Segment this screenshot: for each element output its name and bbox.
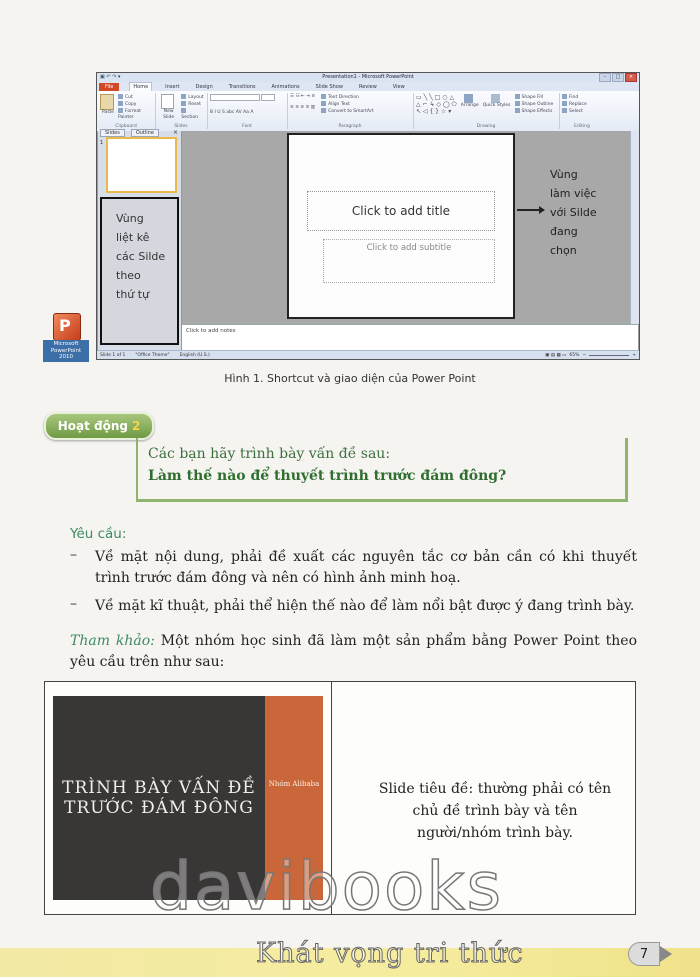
arrow-head-icon (539, 206, 545, 214)
question-intro: Các bạn hãy trình bày vấn đề sau: (148, 446, 391, 462)
text-direction-icon (321, 94, 326, 99)
font-format-buttons[interactable]: B I U S abc AV Aa A (210, 110, 254, 115)
slide-thumbnail[interactable] (106, 137, 177, 193)
sample-slide-title: TRÌNH BÀY VẤN ĐỀ TRƯỚC ĐÁM ĐÔNG (62, 778, 256, 818)
status-bar (97, 350, 639, 359)
bullet-dash: – (70, 596, 77, 612)
font-size-select[interactable] (261, 94, 275, 101)
slide-counter: Slide 1 of 1 (100, 352, 126, 358)
cut-button[interactable]: Cut (118, 94, 152, 101)
activity-number: 2 (131, 419, 141, 433)
slides-group (155, 93, 208, 129)
work-area-annotation: Vùng làm việc với Silde đang chọn (550, 168, 597, 257)
slides-pane (98, 131, 182, 351)
editing-group (559, 93, 605, 129)
tab-slide-show[interactable]: Slide Show (315, 83, 343, 90)
reset-button[interactable]: Reset (181, 101, 204, 108)
pane-tabs (100, 129, 159, 137)
brush-icon (118, 108, 123, 113)
ribbon-tabs (97, 82, 639, 91)
paragraph-label: Paragraph (338, 124, 362, 129)
reference-paragraph (70, 631, 637, 673)
clipboard-label: Clipboard (115, 124, 137, 129)
watermark-logo: davibooks (150, 848, 503, 925)
requirement-technical: Về mặt kĩ thuật, phải thể hiện thế nào để làm nổi bật được ý đang trình bày. (95, 598, 635, 614)
minimize-icon[interactable]: – (599, 73, 611, 82)
zoom-in-icon[interactable]: + (632, 352, 636, 358)
align-text-button[interactable]: Align Text (321, 101, 373, 108)
cursor-icon (562, 108, 567, 113)
thumbnail-number: 1 (100, 140, 104, 146)
text-direction-button[interactable]: Text Direction (321, 94, 373, 101)
smartart-icon (321, 108, 326, 113)
page-arrow-icon (660, 946, 672, 962)
title-placeholder[interactable]: Click to add title (307, 191, 495, 231)
tab-file[interactable]: File (99, 83, 119, 91)
annotation-arrow (517, 209, 541, 211)
shapes-gallery[interactable]: ▭ ╲ ╲ □ ○ △ △ ⌐ ↳ ◇ ◯ ⬠ ↖ ◁ { } ☆ ▾ (416, 94, 457, 115)
arrange-button[interactable]: Arrange (460, 103, 479, 108)
replace-button[interactable]: Replace (562, 101, 602, 108)
close-pane-icon[interactable]: × (172, 129, 178, 136)
arrange-icon (464, 94, 473, 103)
layout-icon (181, 94, 186, 99)
activity-badge (44, 412, 154, 440)
sample-slide-description: Slide tiêu đề: thường phải có tên chủ đề trình bày và tên người/nhóm trình bày. (378, 781, 612, 841)
tab-outline-pane[interactable]: Outline (131, 129, 159, 137)
theme-name: "Office Theme" (135, 352, 170, 358)
section-icon (181, 108, 186, 113)
close-icon[interactable]: × (625, 73, 637, 82)
find-button[interactable]: Find (562, 94, 602, 101)
powerpoint-icon: P (53, 313, 81, 341)
quick-styles-icon (491, 94, 500, 103)
quick-styles-button[interactable]: Quick Styles (482, 103, 511, 108)
section-button[interactable]: Section (181, 108, 204, 121)
slides-label: Slides (174, 124, 188, 129)
replace-icon (562, 101, 567, 106)
view-buttons[interactable]: ▣ ▤ ▦ ▭ (545, 352, 567, 358)
reset-icon (181, 101, 186, 106)
tab-design[interactable]: Design (195, 83, 213, 90)
drawing-label: Drawing (476, 124, 496, 129)
ribbon (97, 91, 639, 132)
requirements-title: Yêu cầu: (70, 526, 127, 542)
powerpoint-window (96, 72, 640, 360)
tab-slides-pane[interactable]: Slides (100, 129, 125, 137)
question-topic: Làm thế nào để thuyết trình trước đám đông? (148, 468, 507, 484)
window-controls (599, 73, 637, 81)
watermark-tagline: Khát vọng tri thức (256, 938, 524, 969)
tab-view[interactable]: View (392, 83, 405, 90)
language-indicator[interactable]: English (U.S.) (179, 352, 210, 358)
scissors-icon (118, 94, 123, 99)
tab-animations[interactable]: Animations (271, 83, 300, 90)
outline-icon (515, 101, 520, 106)
figure-caption: Hình 1. Shortcut và giao diện của Power Point (224, 372, 476, 385)
sample-slide-group-name: Nhóm Alibaba (268, 780, 320, 788)
new-slide-icon[interactable] (161, 94, 174, 109)
shape-effects-button[interactable]: Shape Effects (515, 108, 554, 115)
smartart-button[interactable]: Convert to SmartArt (321, 108, 373, 115)
slide-list-annotation-box (100, 197, 179, 345)
notes-pane[interactable]: Click to add notes (182, 324, 638, 350)
bullets-button[interactable]: ☰ ☷ ⇤ ⇥ ≡ (290, 94, 316, 99)
align-text-icon (321, 101, 326, 106)
select-button[interactable]: Select (562, 108, 602, 115)
font-name-select[interactable] (210, 94, 260, 101)
align-buttons[interactable]: ≡ ≡ ≡ ≡ ▥ (290, 105, 316, 110)
zoom-control (545, 353, 636, 358)
powerpoint-shortcut[interactable] (43, 313, 89, 365)
tab-insert[interactable]: Insert (165, 83, 180, 90)
tab-home[interactable]: Home (129, 82, 152, 91)
copy-button[interactable]: Copy (118, 101, 152, 108)
reference-lead: Tham khảo: (70, 633, 155, 649)
shape-fill-button[interactable]: Shape Fill (515, 94, 554, 101)
reference-text: Một nhóm học sinh đã làm một sản phẩm bằng Power Point theo yêu cầu trên như sau: (70, 633, 638, 670)
tab-review[interactable]: Review (358, 83, 377, 90)
maximize-icon[interactable]: □ (612, 73, 624, 82)
activity-label: Hoạt động (57, 419, 128, 433)
fill-icon (515, 94, 520, 99)
slide-list-annotation: Vùng liệt kê các Silde theo thứ tự (116, 212, 166, 301)
font-label: Font (242, 124, 252, 129)
format-painter-button[interactable]: Format Painter (118, 109, 141, 120)
paste-button[interactable]: Paste (101, 110, 115, 115)
requirement-content: Về mặt nội dung, phải đề xuất các nguyên tắc cơ bản cần có khi thuyết trình trước đám đông và nên có hình ảnh minh hoạ. (95, 549, 637, 586)
new-slide-button[interactable]: New Slide (163, 109, 175, 120)
clipboard-group (97, 93, 156, 129)
editing-label: Editing (574, 124, 590, 129)
font-group (207, 93, 288, 129)
zoom-level[interactable]: 65% (569, 352, 580, 358)
vertical-scrollbar[interactable] (630, 131, 639, 324)
page-number: 7 (628, 942, 660, 966)
effects-icon (515, 108, 520, 113)
drawing-group (413, 93, 560, 129)
shape-outline-button[interactable]: Shape Outline (515, 101, 554, 108)
subtitle-placeholder[interactable]: Click to add subtitle (323, 239, 495, 283)
binoculars-icon (562, 94, 567, 99)
shortcut-label: Microsoft PowerPoint 2010 (43, 340, 89, 362)
window-title: Presentation1 - Microsoft PowerPoint (322, 74, 414, 80)
tab-transitions[interactable]: Transitions (228, 83, 256, 90)
current-slide[interactable] (287, 133, 515, 319)
paragraph-group (287, 93, 414, 129)
paste-icon[interactable] (100, 94, 114, 110)
layout-button[interactable]: Layout (181, 94, 204, 101)
quick-access-toolbar[interactable]: ▣ ↶ ↷ ▾ (100, 74, 121, 80)
zoom-out-icon[interactable]: − (582, 352, 587, 358)
copy-icon (118, 101, 123, 106)
bullet-dash: – (70, 547, 77, 563)
zoom-slider[interactable] (589, 355, 629, 356)
